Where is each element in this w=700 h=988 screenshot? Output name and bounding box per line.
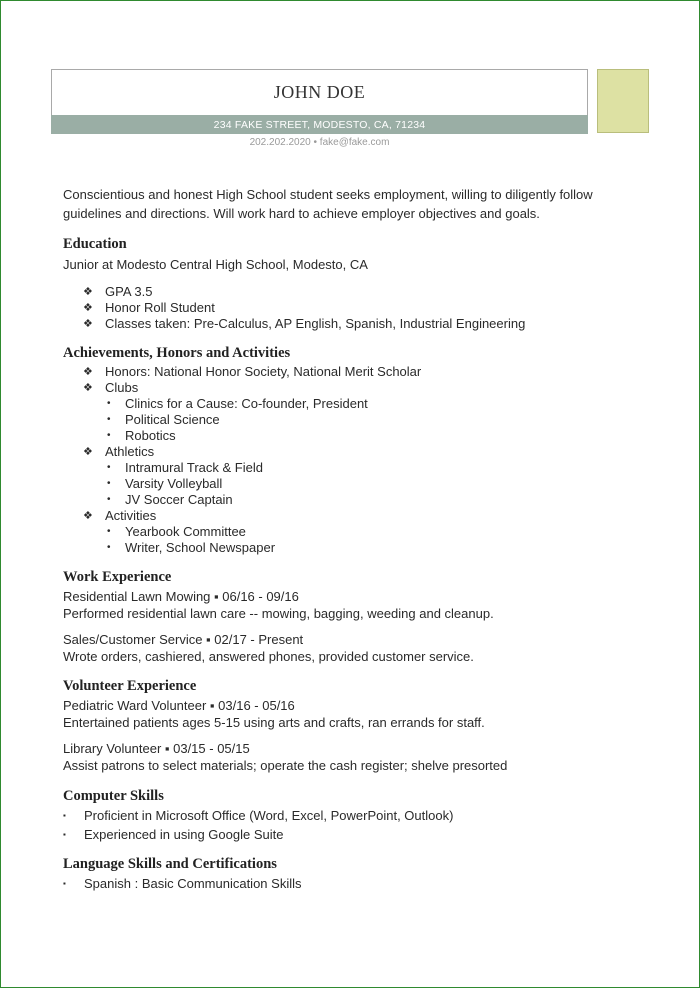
volunteer-section [63, 678, 653, 774]
contact-line: 202.202.2020 • fake@fake.com [249, 137, 390, 148]
summary: Conscientious and honest High School student seeks employment, willing to diligently follow guidelines and directions. Will work hard to achieve employer objectives and goals. [63, 187, 593, 221]
list-item: ▪ Spanish : Basic Communication Skills [63, 876, 302, 891]
list-item: ❖ Athletics [83, 444, 155, 459]
work-heading: Work Experience [63, 569, 172, 585]
square-bullet-icon: ▪ [63, 879, 66, 888]
list-item: • Intramural Track & Field [107, 460, 263, 475]
achievements-heading: Achievements, Honors and Activities [63, 345, 291, 361]
list-item: ▪ Proficient in Microsoft Office (Word, Excel, PowerPoint, Outlook) [63, 808, 454, 823]
square-bullet-icon: ▪ [63, 830, 66, 839]
language-list [63, 874, 653, 893]
list-item: • JV Soccer Captain [107, 492, 233, 507]
job-description: Wrote orders, cashiered, answered phones, provided customer service. [63, 649, 474, 664]
diamond-bullet-icon: ❖ [83, 318, 93, 330]
job-description: Performed residential lawn care -- mowing, bagging, weeding and cleanup. [63, 606, 494, 621]
list-item: • Writer, School Newspaper [107, 540, 276, 555]
education-heading: Education [63, 236, 127, 252]
list-item: ❖ Honor Roll Student [83, 300, 215, 315]
activities-list-head [63, 508, 653, 524]
dot-bullet-icon: • [107, 494, 111, 505]
list-item: ❖ GPA 3.5 [83, 284, 153, 299]
dot-bullet-icon: • [107, 542, 111, 553]
diamond-bullet-icon: ❖ [83, 510, 93, 522]
job-title: Sales/Customer Service ▪ 02/17 - Present [63, 632, 304, 647]
athletics-list-head [63, 444, 653, 460]
diamond-bullet-icon: ❖ [83, 302, 93, 314]
list-item: • Robotics [107, 428, 176, 443]
list-item: ❖ Honors: National Honor Society, National Merit Scholar [83, 364, 422, 379]
computer-section [63, 788, 653, 844]
diamond-bullet-icon: ❖ [83, 446, 93, 458]
language-heading: Language Skills and Certifications [63, 856, 277, 872]
list-item: • Varsity Volleyball [107, 476, 223, 491]
list-item: ❖ Clubs [83, 380, 139, 395]
computer-list [63, 806, 653, 844]
volunteer-heading: Volunteer Experience [63, 678, 197, 694]
list-item: • Clinics for a Cause: Co-founder, President [107, 396, 368, 411]
name-box [51, 69, 588, 115]
dot-bullet-icon: • [107, 462, 111, 473]
computer-heading: Computer Skills [63, 788, 164, 804]
diamond-bullet-icon: ❖ [83, 382, 93, 394]
achievements-list [63, 364, 653, 396]
achievements-section [63, 345, 653, 556]
list-item: ▪ Experienced in using Google Suite [63, 827, 284, 842]
dot-bullet-icon: • [107, 414, 111, 425]
resume-content [63, 185, 653, 893]
dot-bullet-icon: • [107, 430, 111, 441]
address-text: 234 FAKE STREET, MODESTO, CA, 71234 [213, 118, 426, 131]
job-description: Entertained patients ages 5-15 using arts and crafts, ran errands for staff. [63, 715, 485, 730]
job-title: Library Volunteer ▪ 03/15 - 05/15 [63, 741, 250, 756]
athletics-list [63, 460, 653, 508]
education-list [63, 284, 653, 332]
accent-box [597, 69, 649, 133]
dot-bullet-icon: • [107, 526, 111, 537]
clubs-list [63, 396, 653, 444]
dot-bullet-icon: • [107, 478, 111, 489]
address-bar [51, 115, 588, 134]
language-section [63, 856, 653, 893]
resume-name: JOHN DOE [273, 82, 366, 102]
dot-bullet-icon: • [107, 398, 111, 409]
job-title: Pediatric Ward Volunteer ▪ 03/16 - 05/16 [63, 698, 295, 713]
list-item: • Yearbook Committee [107, 524, 246, 539]
diamond-bullet-icon: ❖ [83, 366, 93, 378]
job-title: Residential Lawn Mowing ▪ 06/16 - 09/16 [63, 589, 299, 604]
diamond-bullet-icon: ❖ [83, 286, 93, 298]
list-item: ❖ Activities [83, 508, 157, 523]
square-bullet-icon: ▪ [63, 811, 66, 820]
education-section [63, 236, 653, 332]
work-section [63, 569, 653, 665]
activities-list [63, 524, 653, 556]
education-school: Junior at Modesto Central High School, Modesto, CA [63, 257, 368, 272]
job-description: Assist patrons to select materials; operate the cash register; shelve presorted [63, 758, 508, 773]
list-item: ❖ Classes taken: Pre-Calculus, AP English, Spanish, Industrial Engineering [83, 316, 526, 331]
list-item: • Political Science [107, 412, 220, 427]
